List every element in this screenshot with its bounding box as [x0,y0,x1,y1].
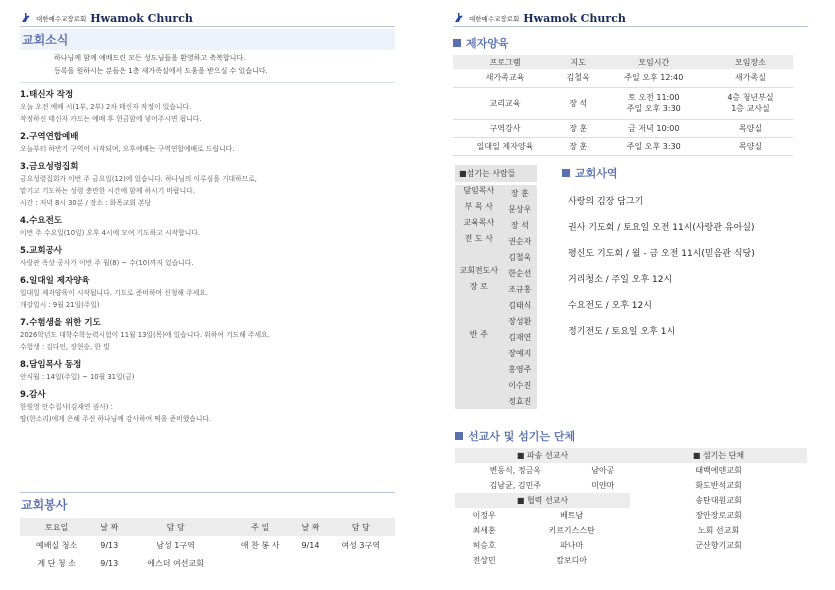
news-item-line: 일대일 제자양육이 시작됩니다. 기도로 준비하며 신청해 주세요. [20,289,208,297]
discipleship-title: 제자양육 [466,37,509,50]
schedule-item: 권사 기도회 / 토요일 오전 11시(사랑관 유아실) [568,223,755,233]
news-item-line: 2026학년도 대학수학능력시험이 11월 13일(목)에 있습니다. 위하여 기도해 주세요. [20,331,270,339]
missionary-cell: 김남균, 김민주 [489,481,542,490]
service-cell [326,554,395,572]
servant-name: 이수진 [503,377,537,393]
servant-role: 교육목사 [455,217,503,233]
servant-name: 장성환 [503,313,537,329]
place-line: 4층 청년부실 [727,93,774,102]
service-row [20,536,395,554]
news-item-title: 1.태신자 작정 [20,90,74,100]
news-item-line: 한원영 안수집사(김재연 권사) : [20,403,113,411]
news-item-line: 오늘부터 하반기 구역이 시작되며, 오후예배는 구역연합예배로 드립니다. [20,145,235,153]
news-title: 교회소식 [20,29,395,50]
missions-heading [455,428,807,444]
servant-role: 반 주 [455,329,503,409]
servant-name: 정효진 [503,393,537,409]
missions-title: 선교사 및 섬기는 단체 [468,430,576,443]
square-bullet-icon [455,432,463,440]
news-item-title: 7.수험생을 위한 기도 [20,318,101,328]
service-header-cell: 날 짜 [100,522,119,532]
leader-cell: 장 석 [569,98,588,108]
service-header-cell: 담 당 [351,522,370,532]
servant-row [455,329,537,345]
missionary-cell: 파나마 [560,541,584,550]
news-item-title: 2.구역연합예배 [20,132,79,142]
orgs-head: ■ 섬기는 단체 [630,448,807,463]
servant-name: 한순선 [503,265,537,281]
place-cell [708,119,793,137]
missionary-row [455,523,630,538]
church-name-korean: 대한예수교장로회 [469,14,520,23]
missionary-cell: 허승호 [472,541,496,550]
servant-name: 장 훈 [503,185,537,201]
schedule-item: 정기전도 / 토요일 오후 1시 [568,327,676,337]
service-row [20,554,395,572]
servant-row [455,217,537,233]
servant-name: 장예지 [503,345,537,361]
news-item-title: 8.담임목사 동정 [20,360,82,370]
service-cell: 9/13 [100,540,119,550]
news-item-line: 맡기고 기도하는 성령 충만한 시간에 함께 하시기 바랍니다. [20,187,195,195]
leader-cell: 김철욱 [566,73,590,83]
missionary-cell: 전상민 [472,556,496,565]
news-item [20,215,395,239]
discipleship-header-cell: 지도 [570,57,586,67]
news-item-line: 딸(한소리)에게 은혜 주신 하나님께 감사하여 떡을 준비했습니다. [20,415,212,423]
missionary-row [455,478,630,493]
news-list [20,89,395,425]
servant-name: 김재연 [503,329,537,345]
missionary-row [455,538,630,553]
servant-name: 문상우 [503,201,537,217]
left-header [20,10,395,26]
missionary-cell: 남아공 [591,466,615,475]
news-item-line: 이번 주 수요일(10일) 오후 4시에 모여 기도하고 시작합니다. [20,229,201,237]
news-item [20,275,395,311]
discipleship-header-cell: 모임장소 [735,57,766,67]
news-item [20,389,395,425]
org-item: 군산향기교회 [695,541,742,550]
service-cell [294,554,326,572]
schedule-item: 거리청소 / 주일 오후 12시 [568,275,673,285]
coop-missionaries-table [455,508,630,568]
missionary-cell: 변동식, 정금옥 [489,466,542,475]
missionary-cell: 베트남 [560,511,584,520]
servant-role: 교회전도사 [455,265,503,281]
time-line: 주일 오후 3:30 [626,104,681,113]
service-title: 교회봉사 [20,493,395,516]
service-header-cell: 주 일 [251,522,270,532]
missionary-row [455,463,630,478]
schedule-section [562,165,812,345]
servant-name: 김철욱 [503,249,537,265]
right-page [453,10,808,156]
sent-missionaries-table [455,463,630,493]
news-item-line: 사랑관 옥상 공사가 이번 주 월(8) ~ 수(10)까지 있습니다. [20,259,194,267]
discipleship-heading [453,35,808,51]
place-line: 목양실 [738,123,763,133]
leader-cell: 장 훈 [569,141,588,151]
news-item-title: 3.금요성령집회 [20,162,79,172]
discipleship-row [453,137,793,155]
servant-row [455,265,537,281]
servant-role: 담임목사 [455,185,503,201]
service-cell [226,554,295,572]
program-cell: 교리교육 [489,98,521,108]
servant-row [455,185,537,201]
square-bullet-icon [562,169,570,177]
news-item-line: 오늘 오전 예배 시(1부, 2부) 2차 태신자 작정이 있습니다. [20,103,192,111]
missions-body [455,448,807,568]
org-item: 송탄대원교회 [695,496,742,505]
place-cell [708,87,793,119]
schedule-item: 사랑의 김장 담그기 [568,197,644,207]
servant-name: 조규홍 [503,281,537,297]
program-cell: 구역강사 [489,123,521,133]
servant-row [455,233,537,249]
place-line: 1층 교사실 [731,104,770,113]
news-item-title: 6.일대일 제자양육 [20,276,90,286]
servants-section [455,165,537,409]
news-item-line: 금요성령집회가 이번 주 금요일(12)에 있습니다. 하나님의 이루심을 기대하므로, [20,175,257,183]
missionary-cell: 미얀마 [591,481,615,490]
news-item-line: 안식월 : 14일(주일) ~ 10월 31일(금) [20,373,135,381]
service-cell: 계 단 청 소 [37,558,76,568]
servants-table [455,185,537,409]
square-bullet-icon [453,39,461,47]
missionary-cell: 키르기스스탄 [548,526,595,535]
time-cell [600,137,708,155]
schedule-item: 수요전도 / 오후 12시 [568,301,652,311]
missionary-row [455,508,630,523]
servant-name: 장 석 [503,217,537,233]
program-cell: 새가족교육 [485,73,525,83]
missionary-cell: 캄보디아 [556,556,588,565]
service-cell: 9/13 [100,558,119,568]
leader-cell: 장 훈 [569,123,588,133]
servant-name: 김태식 [503,297,537,313]
time-line: 토 오전 11:00 [628,93,680,102]
org-item: 노회 선교회 [697,526,740,535]
missionary-row [455,553,630,568]
schedule-heading [562,165,812,181]
news-item-line: 수험생 : 김다인, 장현승, 한 빛 [20,343,110,351]
header-divider [453,26,808,27]
church-name-korean: 대한예수교장로회 [36,14,87,23]
left-page [20,10,395,425]
service-cell: 여성 3구역 [341,540,380,550]
time-line: 주일 오후 3:30 [626,141,681,151]
service-table [20,518,395,572]
news-item [20,131,395,155]
news-item [20,359,395,383]
church-logo-icon [453,12,465,24]
orgs-column [630,448,807,568]
time-cell [600,119,708,137]
schedule-item: 평신도 기도회 / 월 - 금 오전 11시(믿음관 식당) [568,249,755,259]
service-cell: 9/14 [301,540,320,550]
intro-line: 등록을 원하시는 분들은 1층 새가족실에서 도움을 받으실 수 있습니다. [54,67,268,75]
service-section [20,492,395,572]
schedule-list [562,189,812,345]
missionary-cell: 이정우 [472,511,496,520]
program-cell: 일대일 제자양육 [476,141,534,151]
discipleship-row [453,87,793,119]
news-item-line: 시간 : 저녁 8시 30분 / 장소 : 화목교회 본당 [20,199,152,207]
servant-name: 권순자 [503,233,537,249]
church-logo-icon [20,12,32,24]
service-header-cell: 토요일 [45,522,69,532]
place-cell [708,137,793,155]
discipleship-header-cell: 모임시간 [638,57,670,67]
service-cell: 예배실 청소 [36,540,78,550]
header-divider [20,26,395,27]
news-item-line: 작정하신 태신자 카드는 예배 후 헌금함에 넣어주시면 됩니다. [20,115,202,123]
news-item-title: 9.감사 [20,390,46,400]
news-intro [20,52,395,83]
schedule-title: 교회사역 [575,167,618,180]
news-item [20,245,395,269]
coop-missionaries-head: ■ 협력 선교사 [455,493,630,508]
discipleship-row [453,69,793,87]
time-cell [600,87,708,119]
church-name-english: Hwamok Church [523,11,626,25]
time-cell [600,69,708,87]
place-cell [708,69,793,87]
missionary-cell: 최세훈 [472,526,496,535]
time-line: 금 저녁 10:00 [628,123,680,133]
service-cell: 에스더 여선교회 [147,558,204,568]
place-line: 목양실 [738,141,763,151]
org-item: 장안장로교회 [695,511,742,520]
service-cell: 애 찬 봉 사 [240,540,280,550]
news-item-title: 4.수요전도 [20,216,62,226]
intro-line: 하나님께 함께 예배드린 모든 성도님들을 환영하고 축복합니다. [54,54,246,62]
missionaries-column [455,448,630,568]
servant-role: 부 목 사 [455,201,503,217]
missions-section [455,428,807,568]
discipleship-table [453,55,793,156]
right-header [453,10,808,26]
servant-name: 홍영주 [503,361,537,377]
time-line: 주일 오후 12:40 [624,73,684,83]
discipleship-header-cell: 프로그램 [489,57,521,67]
servant-role: 장 로 [455,281,503,329]
church-name-english: Hwamok Church [90,11,193,25]
servant-row [455,201,537,217]
news-item-title: 5.교회공사 [20,246,62,256]
sent-missionaries-head: ■ 파송 선교사 [455,448,630,463]
service-header-cell: 담 당 [166,522,185,532]
org-item: 태백에덴교회 [695,466,742,475]
servants-title: ■섬기는 사람들 [455,165,537,182]
servant-row [455,281,537,297]
discipleship-row [453,119,793,137]
org-item: 화도반석교회 [695,481,742,490]
orgs-list [630,463,807,553]
place-line: 새가족실 [735,73,766,83]
news-item [20,317,395,353]
news-item [20,161,395,209]
servant-role: 전 도 사 [455,233,503,265]
news-item-line: 개강일시 : 9월 21일(주일) [20,301,100,309]
service-header-cell: 날 짜 [301,522,320,532]
service-cell: 남성 1구역 [156,540,195,550]
news-item [20,89,395,125]
